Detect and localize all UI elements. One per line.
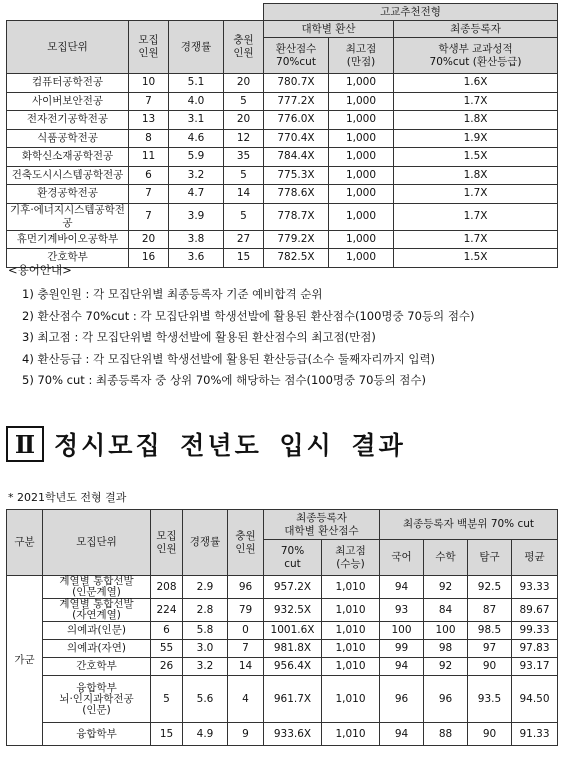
value-cell: 93 (380, 599, 424, 622)
value-cell: 16 (129, 249, 169, 268)
value-cell: 3.8 (169, 230, 224, 249)
col-max-line1: 최고점 (335, 544, 366, 557)
table-row (7, 129, 558, 148)
value-cell: 4.0 (169, 92, 224, 111)
col-gpa-line2: 70%cut (환산등급) (429, 55, 522, 68)
col-math: 수학 (424, 540, 468, 576)
value-cell: 932.5X (264, 599, 322, 622)
col-unit: 모집단위 (7, 21, 129, 74)
value-cell: 1,000 (329, 74, 394, 93)
value-cell: 1.7X (394, 185, 558, 204)
unit-name-cell: 건축도시시스템공학전공 (7, 166, 129, 185)
value-cell: 26 (151, 658, 183, 676)
value-cell: 224 (151, 599, 183, 622)
section-title: 정시모집 전년도 입시 결과 (54, 431, 406, 460)
unit-name-line: 융합학부 (76, 727, 117, 740)
section-heading (6, 424, 406, 464)
glossary-heading: <용어안내> (8, 263, 72, 277)
value-cell: 88 (424, 723, 468, 746)
value-cell: 27 (224, 230, 264, 249)
unit-name-line: 뇌·인지과학전공 (59, 692, 134, 705)
value-cell: 1.6X (394, 74, 558, 93)
value-cell: 96 (228, 576, 264, 599)
value-cell: 1.7X (394, 203, 558, 230)
value-cell: 99 (380, 640, 424, 658)
value-cell: 784.4X (264, 148, 329, 167)
value-cell: 55 (151, 640, 183, 658)
value-cell: 94.50 (512, 676, 558, 723)
unit-name-cell: 휴먼기계바이오공학부 (7, 230, 129, 249)
col-filled-line2: 인원 (235, 542, 256, 555)
regular-admission-table-body (7, 576, 558, 746)
col-final-group (264, 510, 380, 540)
value-cell: 1,010 (322, 658, 380, 676)
unit-name-line: 의예과(인문) (67, 624, 126, 636)
col-max-score (329, 38, 394, 74)
value-cell: 1.8X (394, 166, 558, 185)
value-cell: 92 (424, 658, 468, 676)
value-cell: 6 (151, 622, 183, 640)
table-row (7, 640, 558, 658)
unit-name-cell (43, 658, 151, 676)
table-row (7, 658, 558, 676)
value-cell: 93.5 (468, 676, 512, 723)
value-cell: 780.7X (264, 74, 329, 93)
col-recruit (129, 21, 169, 74)
value-cell: 778.6X (264, 185, 329, 204)
value-cell: 35 (224, 148, 264, 167)
value-cell: 779.2X (264, 230, 329, 249)
table-row (7, 74, 558, 93)
unit-name-cell: 기후·에너지시스템공학전공 (7, 203, 129, 230)
group-header: 고교추천전형 (264, 4, 558, 21)
table-row (7, 622, 558, 640)
value-cell: 3.2 (183, 658, 228, 676)
value-cell: 20 (224, 111, 264, 130)
value-cell: 782.5X (264, 249, 329, 268)
value-cell: 957.2X (264, 576, 322, 599)
value-cell: 7 (129, 185, 169, 204)
value-cell: 1.7X (394, 92, 558, 111)
value-cell: 3.0 (183, 640, 228, 658)
col-final-group-line2: 대학별 환산점수 (284, 524, 359, 537)
col-unit: 모집단위 (43, 510, 151, 576)
empty-cell (7, 4, 264, 21)
value-cell: 5.6 (183, 676, 228, 723)
value-cell: 5.9 (169, 148, 224, 167)
value-cell: 1,010 (322, 576, 380, 599)
col-filled-line2: 인원 (233, 47, 254, 59)
value-cell: 97.83 (512, 640, 558, 658)
category-cell: 가군 (7, 576, 43, 746)
value-cell: 1.5X (394, 249, 558, 268)
value-cell: 20 (129, 230, 169, 249)
value-cell: 90 (468, 658, 512, 676)
col-filled (224, 21, 264, 74)
value-cell: 1001.6X (264, 622, 322, 640)
unit-name-cell (43, 576, 151, 599)
value-cell: 1.5X (394, 148, 558, 167)
glossary-item: 1) 충원인원 : 각 모집단위별 최종등록자 기준 예비합격 순위 (22, 287, 323, 301)
value-cell: 20 (224, 74, 264, 93)
col-max (322, 540, 380, 576)
value-cell: 2.9 (183, 576, 228, 599)
value-cell: 9 (228, 723, 264, 746)
table-row (7, 166, 558, 185)
value-cell: 961.7X (264, 676, 322, 723)
col-average: 평균 (512, 540, 558, 576)
value-cell: 3.9 (169, 203, 224, 230)
value-cell: 7 (129, 203, 169, 230)
glossary-item: 5) 70% cut : 최종등록자 중 상위 70%에 해당하는 점수(100명중 70등의 점수) (22, 373, 426, 387)
unit-name-line: (인문) (82, 703, 111, 716)
glossary-item: 2) 환산점수 70%cut : 각 모집단위별 학생선발에 활용된 환산점수(100명중 70등의 점수) (22, 308, 475, 323)
table2-caption: * 2021학년도 전형 결과 (8, 491, 127, 504)
col-inquiry: 탐구 (468, 540, 512, 576)
value-cell: 12 (224, 129, 264, 148)
unit-name-line: 계열별 통합선발 (59, 598, 134, 610)
value-cell: 11 (129, 148, 169, 167)
value-cell: 1,010 (322, 622, 380, 640)
value-cell: 96 (380, 676, 424, 723)
col-max-line2: (수능) (336, 557, 365, 570)
value-cell: 96 (424, 676, 468, 723)
value-cell: 933.6X (264, 723, 322, 746)
value-cell: 15 (151, 723, 183, 746)
value-cell: 1,000 (329, 111, 394, 130)
value-cell: 777.2X (264, 92, 329, 111)
col-filled-line1: 충원 (233, 34, 254, 46)
table-row (7, 576, 558, 599)
value-cell: 91.33 (512, 723, 558, 746)
value-cell: 1.7X (394, 230, 558, 249)
value-cell: 14 (228, 658, 264, 676)
value-cell: 4.6 (169, 129, 224, 148)
value-cell: 5 (224, 203, 264, 230)
col-conv-score (264, 38, 329, 74)
value-cell: 94 (380, 576, 424, 599)
value-cell: 956.4X (264, 658, 322, 676)
value-cell: 13 (129, 111, 169, 130)
table-row (7, 92, 558, 111)
section-numeral-box: Ⅱ (6, 426, 44, 462)
value-cell: 2.8 (183, 599, 228, 622)
unit-name-cell: 환경공학전공 (7, 185, 129, 204)
value-cell: 1,010 (322, 640, 380, 658)
value-cell: 208 (151, 576, 183, 599)
col-final-group: 최종등록자 (394, 21, 558, 38)
value-cell: 1.8X (394, 111, 558, 130)
value-cell: 79 (228, 599, 264, 622)
value-cell: 100 (380, 622, 424, 640)
value-cell: 776.0X (264, 111, 329, 130)
value-cell: 98 (424, 640, 468, 658)
value-cell: 1,000 (329, 129, 394, 148)
col-cut70-line2: cut (284, 557, 301, 570)
value-cell: 7 (129, 92, 169, 111)
col-recruit-line1: 모집 (138, 34, 159, 46)
value-cell: 1,010 (322, 599, 380, 622)
value-cell: 1.9X (394, 129, 558, 148)
unit-name-line: 의예과(자연) (67, 642, 126, 654)
value-cell: 3.2 (169, 166, 224, 185)
early-admission-table-body (7, 74, 558, 268)
col-pct-group: 최종등록자 백분위 70% cut (380, 510, 558, 540)
value-cell: 87 (468, 599, 512, 622)
col-gpa (394, 38, 558, 74)
col-recruit-line2: 인원 (138, 47, 159, 59)
col-cut70-line1: 70% (280, 544, 305, 557)
col-conv-score-line1: 환산점수 (275, 42, 317, 55)
value-cell: 6 (129, 166, 169, 185)
value-cell: 98.5 (468, 622, 512, 640)
value-cell: 5 (224, 92, 264, 111)
col-competition: 경쟁률 (183, 510, 228, 576)
table-row (7, 599, 558, 622)
value-cell: 5 (224, 166, 264, 185)
table-row (7, 148, 558, 167)
value-cell: 89.67 (512, 599, 558, 622)
col-max-score-line1: 최고점 (345, 42, 377, 55)
col-category: 구분 (7, 510, 43, 576)
early-admission-results-table (6, 3, 558, 268)
value-cell: 90 (468, 723, 512, 746)
value-cell: 1,000 (329, 249, 394, 268)
col-recruit (151, 510, 183, 576)
col-recruit-line1: 모집 (156, 529, 177, 542)
value-cell: 15 (224, 249, 264, 268)
value-cell: 4.9 (183, 723, 228, 746)
value-cell: 5.8 (183, 622, 228, 640)
table-row (7, 203, 558, 230)
col-gpa-line1: 학생부 교과성적 (438, 42, 513, 55)
value-cell: 7 (228, 640, 264, 658)
value-cell: 1,000 (329, 92, 394, 111)
unit-name-cell (43, 622, 151, 640)
unit-name-line: 계열별 통합선발 (59, 575, 134, 587)
table-row (7, 111, 558, 130)
value-cell: 14 (224, 185, 264, 204)
value-cell: 1,000 (329, 185, 394, 204)
col-filled-line1: 충원 (235, 529, 256, 542)
value-cell: 770.4X (264, 129, 329, 148)
value-cell: 94 (380, 723, 424, 746)
col-cut70 (264, 540, 322, 576)
glossary-item: 4) 환산등급 : 각 모집단위별 학생선발에 활용된 환산등급(소수 둘째자리까지 입력) (22, 351, 436, 366)
value-cell: 775.3X (264, 166, 329, 185)
value-cell: 5 (151, 676, 183, 723)
unit-name-cell (43, 676, 151, 723)
col-conversion-group: 대학별 환산 (264, 21, 394, 38)
unit-name-line: 융합학부 (76, 681, 117, 694)
table-row (7, 230, 558, 249)
value-cell: 84 (424, 599, 468, 622)
value-cell: 99.33 (512, 622, 558, 640)
value-cell: 4.7 (169, 185, 224, 204)
table-row (7, 723, 558, 746)
value-cell: 778.7X (264, 203, 329, 230)
unit-name-cell (43, 599, 151, 622)
value-cell: 100 (424, 622, 468, 640)
regular-admission-results-table (6, 509, 558, 746)
unit-name-line: 간호학부 (76, 660, 117, 672)
table-row (7, 185, 558, 204)
value-cell: 5.1 (169, 74, 224, 93)
col-korean: 국어 (380, 540, 424, 576)
value-cell: 1,010 (322, 723, 380, 746)
value-cell: 3.6 (169, 249, 224, 268)
col-max-score-line2: (만점) (346, 55, 376, 68)
col-filled (228, 510, 264, 576)
value-cell: 1,010 (322, 676, 380, 723)
value-cell: 92 (424, 576, 468, 599)
value-cell: 94 (380, 658, 424, 676)
unit-name-cell: 사이버보안전공 (7, 92, 129, 111)
value-cell: 3.1 (169, 111, 224, 130)
col-recruit-line2: 인원 (156, 542, 177, 555)
unit-name-line: (자연계열) (72, 609, 121, 621)
value-cell: 92.5 (468, 576, 512, 599)
unit-name-cell: 화학신소재공학전공 (7, 148, 129, 167)
glossary-item: 3) 최고점 : 각 모집단위별 학생선발에 활용된 환산점수의 최고점(만점) (22, 330, 376, 344)
unit-name-line: (인문계열) (72, 586, 121, 598)
unit-name-cell (43, 640, 151, 658)
value-cell: 93.17 (512, 658, 558, 676)
value-cell: 10 (129, 74, 169, 93)
unit-name-cell: 컴퓨터공학전공 (7, 74, 129, 93)
col-final-group-line1: 최종등록자 (296, 511, 347, 524)
value-cell: 4 (228, 676, 264, 723)
value-cell: 97 (468, 640, 512, 658)
col-competition: 경쟁률 (169, 21, 224, 74)
table-row (7, 676, 558, 723)
value-cell: 1,000 (329, 230, 394, 249)
unit-name-cell: 전자전기공학전공 (7, 111, 129, 130)
unit-name-cell: 식품공학전공 (7, 129, 129, 148)
unit-name-cell (43, 723, 151, 746)
value-cell: 981.8X (264, 640, 322, 658)
col-conv-score-line2: 70%cut (276, 55, 316, 68)
value-cell: 8 (129, 129, 169, 148)
value-cell: 1,000 (329, 148, 394, 167)
value-cell: 0 (228, 622, 264, 640)
glossary-notes (8, 262, 556, 392)
unit-name-cell: 간호학부 (7, 249, 129, 268)
value-cell: 93.33 (512, 576, 558, 599)
value-cell: 1,000 (329, 203, 394, 230)
value-cell: 1,000 (329, 166, 394, 185)
